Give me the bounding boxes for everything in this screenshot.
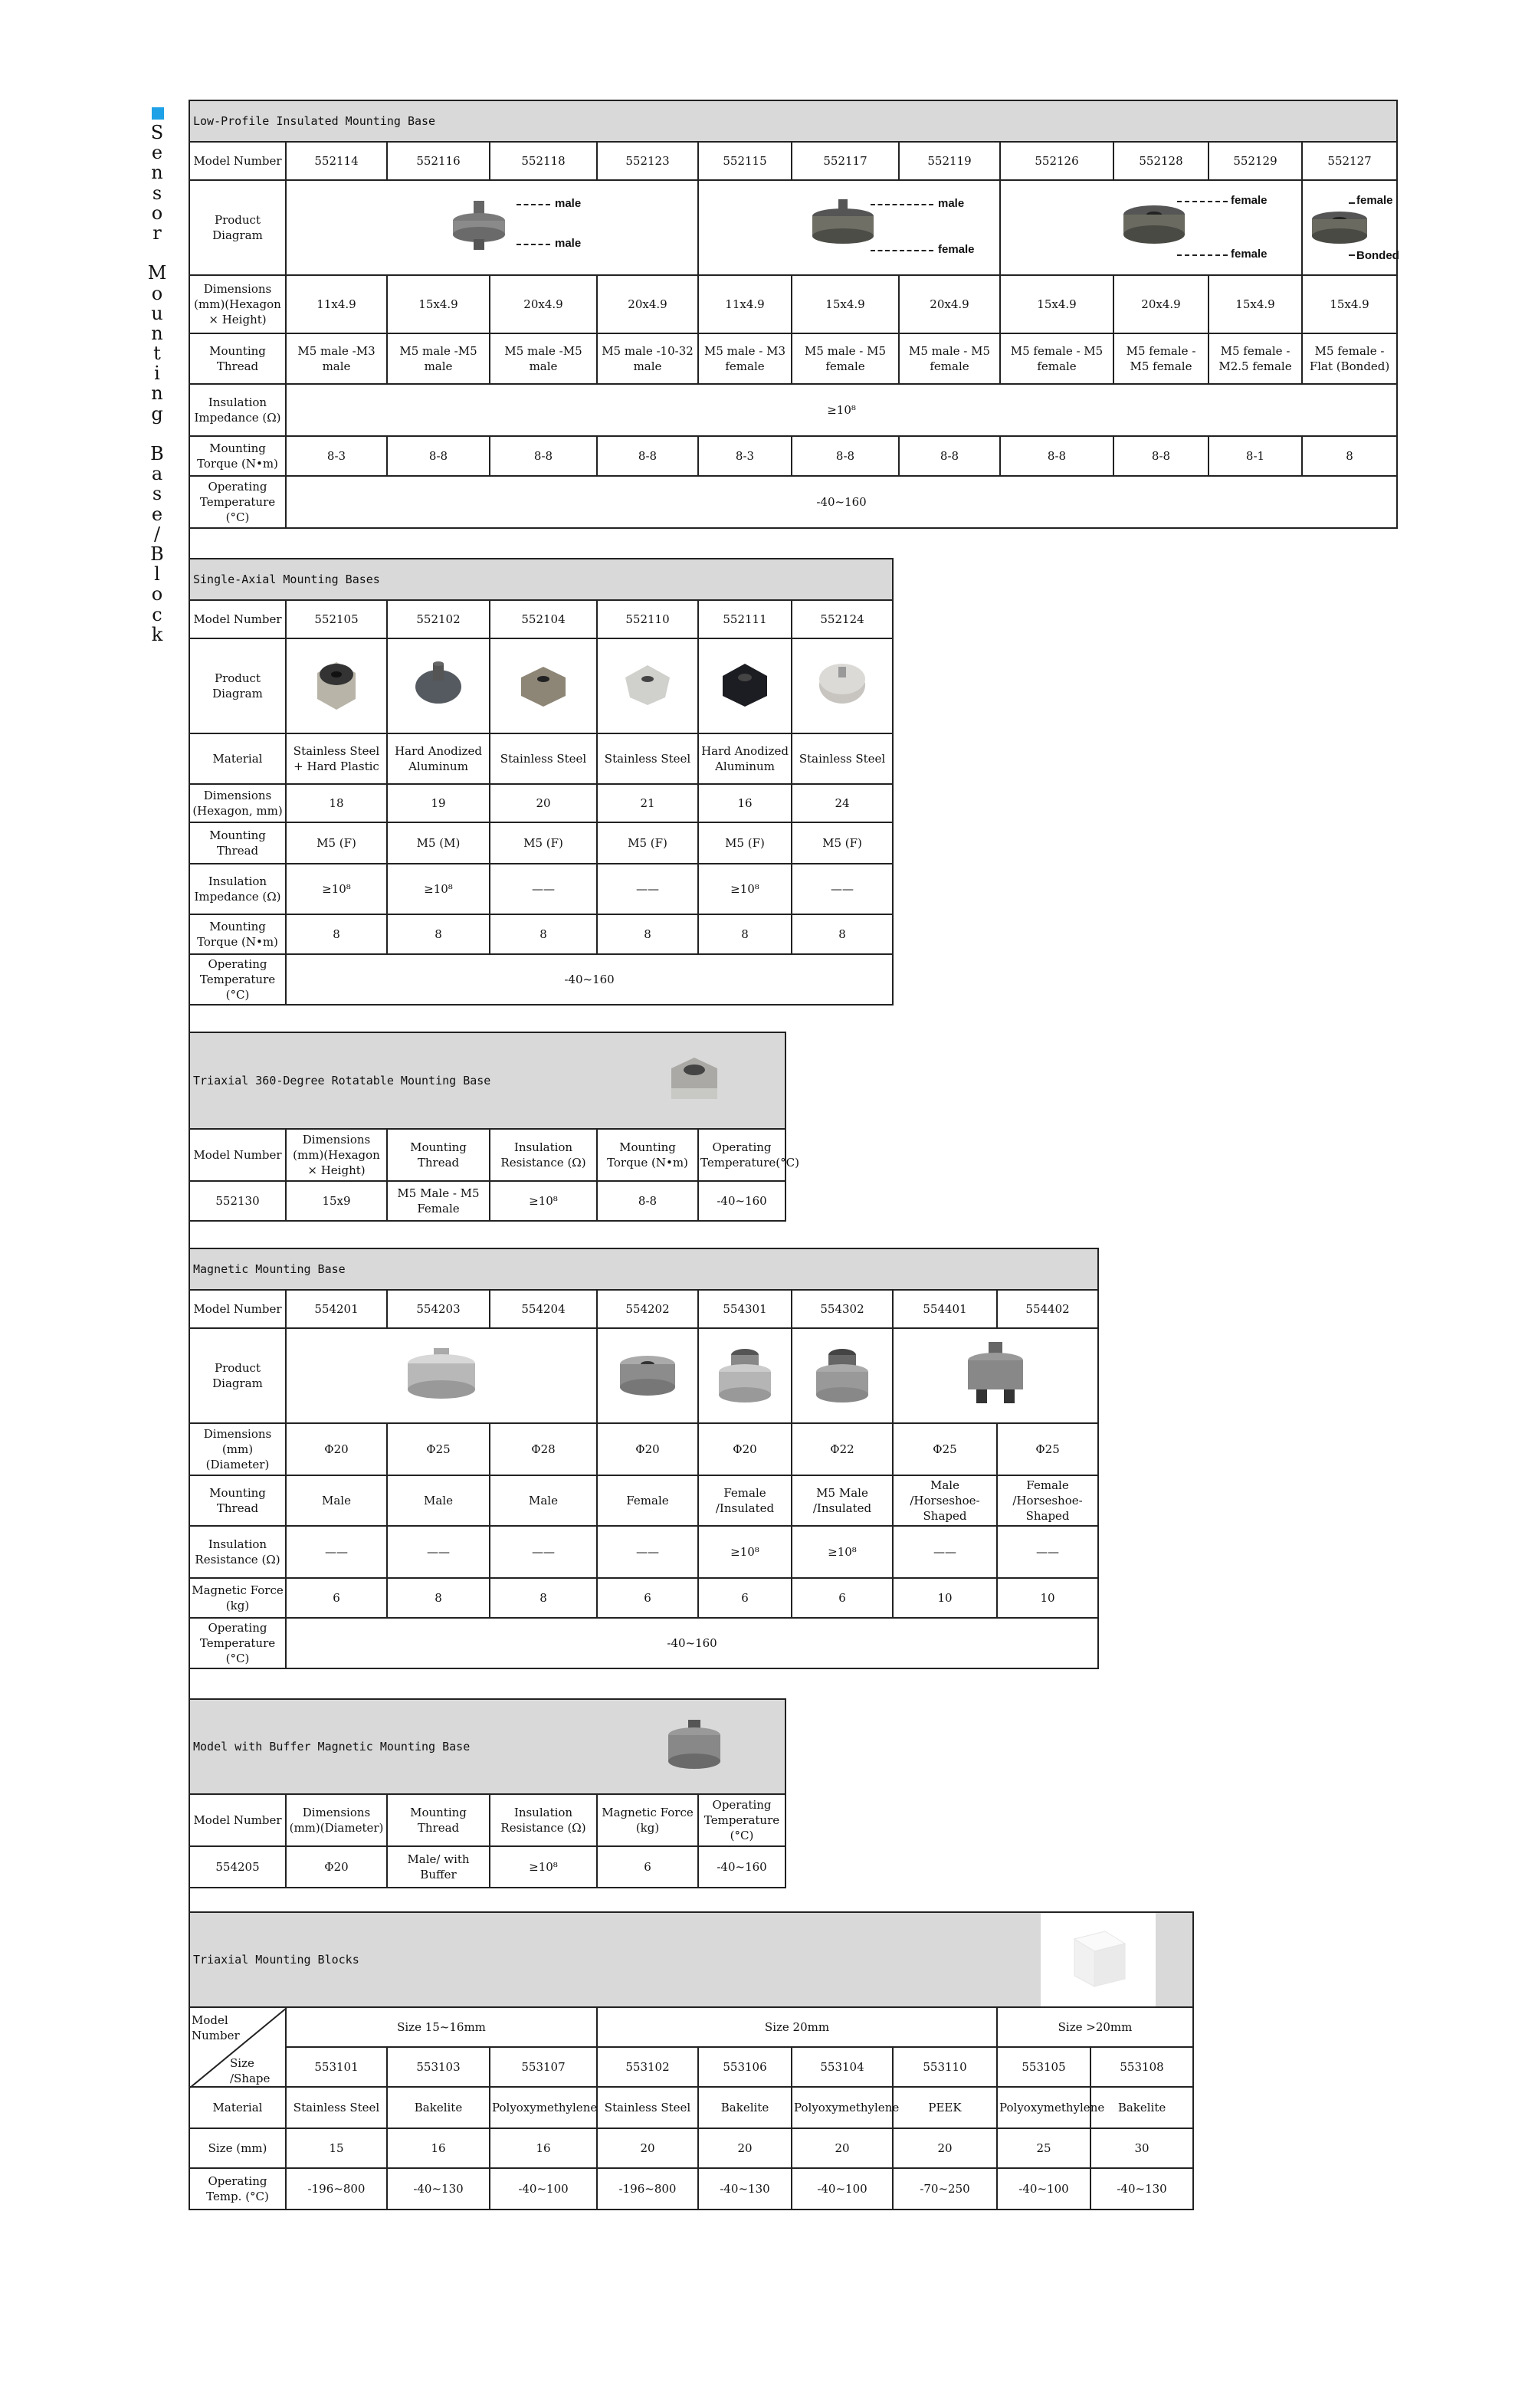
model-number-cell: 552114: [286, 142, 387, 180]
row-label: Product Diagram: [189, 638, 286, 733]
model-number-cell: 553105: [997, 2047, 1090, 2087]
column-header: Operating Temperature (°C): [698, 1794, 785, 1846]
thread-cell: M5 male -M3 male: [286, 333, 387, 384]
size-cell: 30: [1090, 2128, 1193, 2168]
column-header: Model Number: [189, 1794, 286, 1846]
magnetic-force-cell: 6: [286, 1578, 387, 1618]
impedance-cell: ——: [792, 864, 893, 914]
title-char: n: [151, 162, 163, 184]
dimension-cell: 15x4.9: [1302, 275, 1397, 333]
product-diagram: [1302, 180, 1397, 275]
model-number-cell: 552105: [286, 600, 387, 638]
title-char: o: [151, 583, 163, 605]
magnetic-force-cell: 10: [893, 1578, 997, 1618]
thread-cell: M5 female - M5 female: [1113, 333, 1209, 384]
dimension-cell: 20: [490, 784, 597, 822]
row-label: Operating Temperature (°C): [189, 954, 286, 1005]
model-number-cell: 553104: [792, 2047, 893, 2087]
material-cell: Stainless Steel: [597, 2087, 698, 2128]
material-cell: PEEK: [893, 2087, 997, 2128]
model-number-cell: 554204: [490, 1290, 597, 1328]
data-cell: 552130: [189, 1181, 286, 1221]
temperature-value: -40~160: [286, 1618, 1098, 1668]
section-single-axial: [189, 558, 894, 1006]
dimension-cell: Φ20: [597, 1423, 698, 1475]
row-label: Mounting Thread: [189, 822, 286, 864]
impedance-cell: ——: [597, 864, 698, 914]
torque-cell: 8-8: [1113, 436, 1209, 476]
material-cell: Polyoxymethylene: [490, 2087, 597, 2128]
model-number-cell: 554402: [997, 1290, 1098, 1328]
torque-cell: 8-8: [899, 436, 1000, 476]
title-char: M: [147, 262, 167, 284]
hex-base-icon: [815, 656, 869, 713]
torque-cell: 8: [597, 914, 698, 954]
buffer-magnet-image: [664, 1715, 725, 1776]
rotatable-base-image: [665, 1050, 723, 1108]
vertical-title: [146, 123, 169, 645]
torque-cell: 8-8: [387, 436, 490, 476]
corner-bottom-label: Size /Shape: [230, 2056, 271, 2085]
magnet-base-icon: [403, 1343, 480, 1405]
material-cell: Bakelite: [1090, 2087, 1193, 2128]
model-number-cell: 552128: [1113, 142, 1209, 180]
title-char: s: [152, 182, 162, 204]
size-cell: 20: [698, 2128, 792, 2168]
product-image: [792, 1328, 893, 1423]
title-char: o: [151, 282, 163, 304]
section-title: Triaxial Mounting Blocks: [193, 1953, 359, 1967]
thread-cell: Female /Insulated: [698, 1475, 792, 1526]
resistance-cell: ——: [387, 1526, 490, 1578]
model-number-cell: 553107: [490, 2047, 597, 2087]
dimension-cell: 24: [792, 784, 893, 822]
material-cell: Bakelite: [387, 2087, 490, 2128]
torque-cell: 8-1: [1209, 436, 1302, 476]
row-label: Model Number: [189, 600, 286, 638]
model-number-cell: 554202: [597, 1290, 698, 1328]
model-number-cell: 553108: [1090, 2047, 1193, 2087]
material-cell: Bakelite: [698, 2087, 792, 2128]
size-group: Size >20mm: [997, 2007, 1193, 2047]
data-cell: Φ20: [286, 1846, 387, 1888]
impedance-cell: ——: [490, 864, 597, 914]
dimension-cell: 11x4.9: [286, 275, 387, 333]
title-char: r: [152, 221, 162, 244]
row-label: Material: [189, 2087, 286, 2128]
model-number-cell: 554203: [387, 1290, 490, 1328]
thread-cell: M5 (F): [597, 822, 698, 864]
material-cell: Stainless Steel: [597, 733, 698, 784]
magnetic-force-cell: 6: [698, 1578, 792, 1618]
thread-cell: M5 Male /Insulated: [792, 1475, 893, 1526]
thread-cell: Male /Horseshoe-Shaped: [893, 1475, 997, 1526]
impedance-value: ≥10⁸: [286, 384, 1397, 436]
corner-top-label: Model Number: [192, 2013, 240, 2042]
size-cell: 20: [597, 2128, 698, 2168]
row-label: Insulation Resistance (Ω): [189, 1526, 286, 1578]
magnetic-force-cell: 10: [997, 1578, 1098, 1618]
data-cell: -40~160: [698, 1846, 785, 1888]
section-title: Single-Axial Mounting Bases: [189, 559, 893, 600]
thread-cell: M5 female -M2.5 female: [1209, 333, 1302, 384]
column-header: Insulation Resistance (Ω): [490, 1794, 597, 1846]
size-cell: 20: [792, 2128, 893, 2168]
model-number-cell: 552119: [899, 142, 1000, 180]
product-image: [286, 638, 387, 733]
section-title: Magnetic Mounting Base: [189, 1248, 1098, 1290]
dimension-cell: 15x4.9: [1000, 275, 1113, 333]
dimension-cell: Φ22: [792, 1423, 893, 1475]
size-cell: 16: [490, 2128, 597, 2168]
size-cell: 20: [893, 2128, 997, 2168]
magnet-base-icon: [617, 1347, 678, 1401]
material-cell: Polyoxymethylene: [792, 2087, 893, 2128]
thread-cell: Male: [490, 1475, 597, 1526]
model-number-cell: 554302: [792, 1290, 893, 1328]
row-label: Material: [189, 733, 286, 784]
torque-cell: 8-3: [286, 436, 387, 476]
column-header: Insulation Resistance (Ω): [490, 1129, 597, 1181]
model-number-cell: 552110: [597, 600, 698, 638]
product-image: [698, 638, 792, 733]
thread-cell: M5 female - M5 female: [1000, 333, 1113, 384]
product-diagram: [286, 180, 698, 275]
data-cell: 15x9: [286, 1181, 387, 1221]
thread-cell: M5 (F): [792, 822, 893, 864]
row-label: Product Diagram: [189, 180, 286, 275]
temperature-cell: -40~100: [997, 2168, 1090, 2210]
title-char: t: [153, 343, 161, 365]
dimension-cell: 20x4.9: [1113, 275, 1209, 333]
title-char: S: [150, 122, 164, 143]
temperature-cell: -196~800: [286, 2168, 387, 2210]
material-cell: Hard Anodized Aluminum: [698, 733, 792, 784]
row-label: Operating Temp. (°C): [189, 2168, 286, 2210]
data-cell: M5 Male - M5 Female: [387, 1181, 490, 1221]
row-label: Mounting Torque (N•m): [189, 914, 286, 954]
dimension-cell: Φ25: [387, 1423, 490, 1475]
title-char: B: [150, 543, 164, 565]
product-image: [490, 638, 597, 733]
product-image: [792, 638, 893, 733]
impedance-cell: ≥10⁸: [387, 864, 490, 914]
model-number-cell: 552118: [490, 142, 597, 180]
dimension-cell: 19: [387, 784, 490, 822]
resistance-cell: ——: [490, 1526, 597, 1578]
thread-cell: M5 (F): [490, 822, 597, 864]
thread-cell: M5 (M): [387, 822, 490, 864]
model-number-cell: 554201: [286, 1290, 387, 1328]
section-triaxial-blocks: [189, 1911, 1194, 2210]
resistance-cell: ——: [893, 1526, 997, 1578]
title-char: l: [154, 563, 160, 586]
title-char: u: [151, 302, 163, 324]
thread-cell: Female: [597, 1475, 698, 1526]
model-number-cell: 552102: [387, 600, 490, 638]
resistance-cell: ——: [286, 1526, 387, 1578]
section-title: Triaxial 360-Degree Rotatable Mounting Base: [193, 1074, 491, 1088]
thread-cell: M5 male -M5 male: [387, 333, 490, 384]
row-label: Size (mm): [189, 2128, 286, 2168]
magnet-base-icon: [714, 1341, 776, 1407]
hex-base-icon: [718, 656, 772, 713]
corner-header: [189, 2007, 286, 2087]
row-label: Model Number: [189, 142, 286, 180]
model-number-cell: 553101: [286, 2047, 387, 2087]
model-number-cell: 552115: [698, 142, 792, 180]
material-cell: Polyoxymethylene: [997, 2087, 1090, 2128]
row-label: Dimensions (mm) (Diameter): [189, 1423, 286, 1475]
dimension-cell: 11x4.9: [698, 275, 792, 333]
temperature-cell: -40~100: [792, 2168, 893, 2210]
model-number-cell: 552117: [792, 142, 899, 180]
row-label: Insulation Impedance (Ω): [189, 384, 286, 436]
section-magnetic: [189, 1248, 1099, 1669]
callout-male: male: [938, 197, 965, 210]
data-cell: -40~160: [698, 1181, 785, 1221]
resistance-cell: ≥10⁸: [792, 1526, 893, 1578]
model-number-cell: 552126: [1000, 142, 1113, 180]
mounting-block-image: [1059, 1921, 1136, 1997]
model-number-cell: 552123: [597, 142, 698, 180]
torque-cell: 8-8: [597, 436, 698, 476]
impedance-cell: ≥10⁸: [286, 864, 387, 914]
thread-cell: M5 male - M5 female: [792, 333, 899, 384]
data-cell: 8-8: [597, 1181, 698, 1221]
dimension-cell: Φ28: [490, 1423, 597, 1475]
dimension-cell: Φ25: [997, 1423, 1098, 1475]
row-label: Mounting Thread: [189, 333, 286, 384]
thread-cell: M5 male -M5 male: [490, 333, 597, 384]
torque-cell: 8: [1302, 436, 1397, 476]
model-number-cell: 552129: [1209, 142, 1302, 180]
product-diagram: [1000, 180, 1302, 275]
data-cell: Male/ with Buffer: [387, 1846, 490, 1888]
row-label: Operating Temperature (°C): [189, 476, 286, 528]
thread-cell: M5 (F): [698, 822, 792, 864]
callout-female: female: [1231, 194, 1268, 207]
row-label: Mounting Thread: [189, 1475, 286, 1526]
temperature-value: -40~160: [286, 476, 1397, 528]
callout-bonded: Bonded: [1356, 249, 1399, 262]
magnet-base-icon: [812, 1341, 873, 1407]
row-label: Model Number: [189, 1290, 286, 1328]
temperature-cell: -70~250: [893, 2168, 997, 2210]
title-char: e: [151, 142, 163, 164]
model-number-cell: 553106: [698, 2047, 792, 2087]
size-cell: 25: [997, 2128, 1090, 2168]
size-cell: 16: [387, 2128, 490, 2168]
dimension-cell: 20x4.9: [490, 275, 597, 333]
dimension-cell: 20x4.9: [899, 275, 1000, 333]
row-label: Operating Temperature (°C): [189, 1618, 286, 1668]
resistance-cell: ——: [597, 1526, 698, 1578]
size-group: Size 15~16mm: [286, 2007, 597, 2047]
model-number-cell: 552116: [387, 142, 490, 180]
row-label: Insulation Impedance (Ω): [189, 864, 286, 914]
torque-cell: 8-8: [1000, 436, 1113, 476]
torque-cell: 8-3: [698, 436, 792, 476]
title-char: [146, 243, 169, 263]
torque-cell: 8-8: [792, 436, 899, 476]
hex-base-icon: [621, 656, 674, 713]
column-header: Dimensions (mm)(Hexagon × Height): [286, 1129, 387, 1181]
resistance-cell: ≥10⁸: [698, 1526, 792, 1578]
title-char: g: [151, 402, 163, 425]
torque-cell: 8: [387, 914, 490, 954]
product-diagram: [698, 180, 1000, 275]
dimension-cell: Φ25: [893, 1423, 997, 1475]
thread-cell: Male: [387, 1475, 490, 1526]
title-char: k: [151, 623, 163, 645]
callout-female: female: [1356, 194, 1393, 207]
magnetic-force-cell: 8: [387, 1578, 490, 1618]
torque-cell: 8: [698, 914, 792, 954]
hex-base-icon: [310, 656, 363, 713]
dimension-cell: 18: [286, 784, 387, 822]
temperature-cell: -196~800: [597, 2168, 698, 2210]
title-char: [146, 424, 169, 444]
title-char: c: [152, 603, 162, 625]
column-header: Mounting Thread: [387, 1794, 490, 1846]
product-image: [893, 1328, 1098, 1423]
thread-cell: Male: [286, 1475, 387, 1526]
dimension-cell: Φ20: [698, 1423, 792, 1475]
product-image: [597, 638, 698, 733]
material-cell: Stainless Steel + Hard Plastic: [286, 733, 387, 784]
data-cell: ≥10⁸: [490, 1846, 597, 1888]
thread-cell: M5 male - M3 female: [698, 333, 792, 384]
female-flat-base-image: [1309, 207, 1370, 253]
row-label: Magnetic Force (kg): [189, 1578, 286, 1618]
title-char: /: [153, 523, 161, 545]
column-header: Dimensions (mm)(Diameter): [286, 1794, 387, 1846]
title-char: o: [151, 202, 163, 224]
row-label: Mounting Torque (N•m): [189, 436, 286, 476]
dimension-cell: 15x4.9: [792, 275, 899, 333]
title-char: s: [152, 483, 162, 505]
hex-base-icon: [412, 656, 465, 713]
callout-male: male: [555, 197, 582, 210]
column-header: Mounting Thread: [387, 1129, 490, 1181]
male-female-base-image: [809, 196, 878, 258]
column-header: Operating Temperature(°C): [698, 1129, 785, 1181]
section-buffer-magnetic: [189, 1698, 786, 1888]
size-group: Size 20mm: [597, 2007, 997, 2047]
impedance-cell: ≥10⁸: [698, 864, 792, 914]
data-cell: 6: [597, 1846, 698, 1888]
product-image: [387, 638, 490, 733]
thread-cell: M5 female -Flat (Bonded): [1302, 333, 1397, 384]
product-image: [597, 1328, 698, 1423]
size-cell: 15: [286, 2128, 387, 2168]
material-cell: Stainless Steel: [490, 733, 597, 784]
torque-cell: 8: [490, 914, 597, 954]
temperature-value: -40~160: [286, 954, 893, 1005]
dimension-cell: 15x4.9: [387, 275, 490, 333]
section-triaxial-rotatable: [189, 1032, 799, 1222]
magnetic-force-cell: 6: [792, 1578, 893, 1618]
female-female-base-image: [1120, 199, 1189, 253]
section-low-profile: [189, 100, 1398, 529]
data-cell: ≥10⁸: [490, 1181, 597, 1221]
dimension-cell: Φ20: [286, 1423, 387, 1475]
title-char: a: [151, 463, 163, 485]
row-label: Dimensions (mm)(Hexagon × Height): [189, 275, 286, 333]
model-number-cell: 552111: [698, 600, 792, 638]
thread-cell: M5 male -10-32 male: [597, 333, 698, 384]
product-image: [286, 1328, 597, 1423]
model-number-cell: 552104: [490, 600, 597, 638]
torque-cell: 8: [792, 914, 893, 954]
title-char: i: [154, 363, 160, 385]
title-char: n: [151, 382, 163, 405]
resistance-cell: ——: [997, 1526, 1098, 1578]
title-char: B: [150, 443, 164, 464]
dimension-cell: 20x4.9: [597, 275, 698, 333]
magnetic-force-cell: 8: [490, 1578, 597, 1618]
temperature-cell: -40~100: [490, 2168, 597, 2210]
magnetic-force-cell: 6: [597, 1578, 698, 1618]
material-cell: Stainless Steel: [792, 733, 893, 784]
column-header: Magnetic Force (kg): [597, 1794, 698, 1846]
dimension-cell: 21: [597, 784, 698, 822]
dimension-cell: 16: [698, 784, 792, 822]
material-cell: Stainless Steel: [286, 2087, 387, 2128]
product-image: [698, 1328, 792, 1423]
callout-male: male: [555, 237, 582, 250]
torque-cell: 8: [286, 914, 387, 954]
horseshoe-magnet-icon: [961, 1337, 1030, 1411]
dimension-cell: 15x4.9: [1209, 275, 1302, 333]
callout-female: female: [1231, 248, 1268, 261]
accent-square: [152, 107, 164, 120]
title-char: n: [151, 322, 163, 344]
section-title: Model with Buffer Magnetic Mounting Base: [193, 1740, 471, 1754]
thread-cell: Female /Horseshoe-Shaped: [997, 1475, 1098, 1526]
row-label: Dimensions (Hexagon, mm): [189, 784, 286, 822]
hex-base-icon: [517, 656, 570, 713]
model-number-cell: 554401: [893, 1290, 997, 1328]
data-cell: 554205: [189, 1846, 286, 1888]
title-char: e: [151, 503, 163, 525]
thread-cell: M5 (F): [286, 822, 387, 864]
temperature-cell: -40~130: [698, 2168, 792, 2210]
column-header: Model Number: [189, 1129, 286, 1181]
torque-cell: 8-8: [490, 436, 597, 476]
model-number-cell: 553110: [893, 2047, 997, 2087]
model-number-cell: 554301: [698, 1290, 792, 1328]
model-number-cell: 553102: [597, 2047, 698, 2087]
section-title: Low-Profile Insulated Mounting Base: [189, 100, 1397, 142]
callout-female: female: [938, 243, 975, 256]
model-number-cell: 552127: [1302, 142, 1397, 180]
temperature-cell: -40~130: [387, 2168, 490, 2210]
row-label: Product Diagram: [189, 1328, 286, 1423]
temperature-cell: -40~130: [1090, 2168, 1193, 2210]
model-number-cell: 552124: [792, 600, 893, 638]
model-number-cell: 553103: [387, 2047, 490, 2087]
thread-cell: M5 male - M5 female: [899, 333, 1000, 384]
column-header: Mounting Torque (N•m): [597, 1129, 698, 1181]
material-cell: Hard Anodized Aluminum: [387, 733, 490, 784]
